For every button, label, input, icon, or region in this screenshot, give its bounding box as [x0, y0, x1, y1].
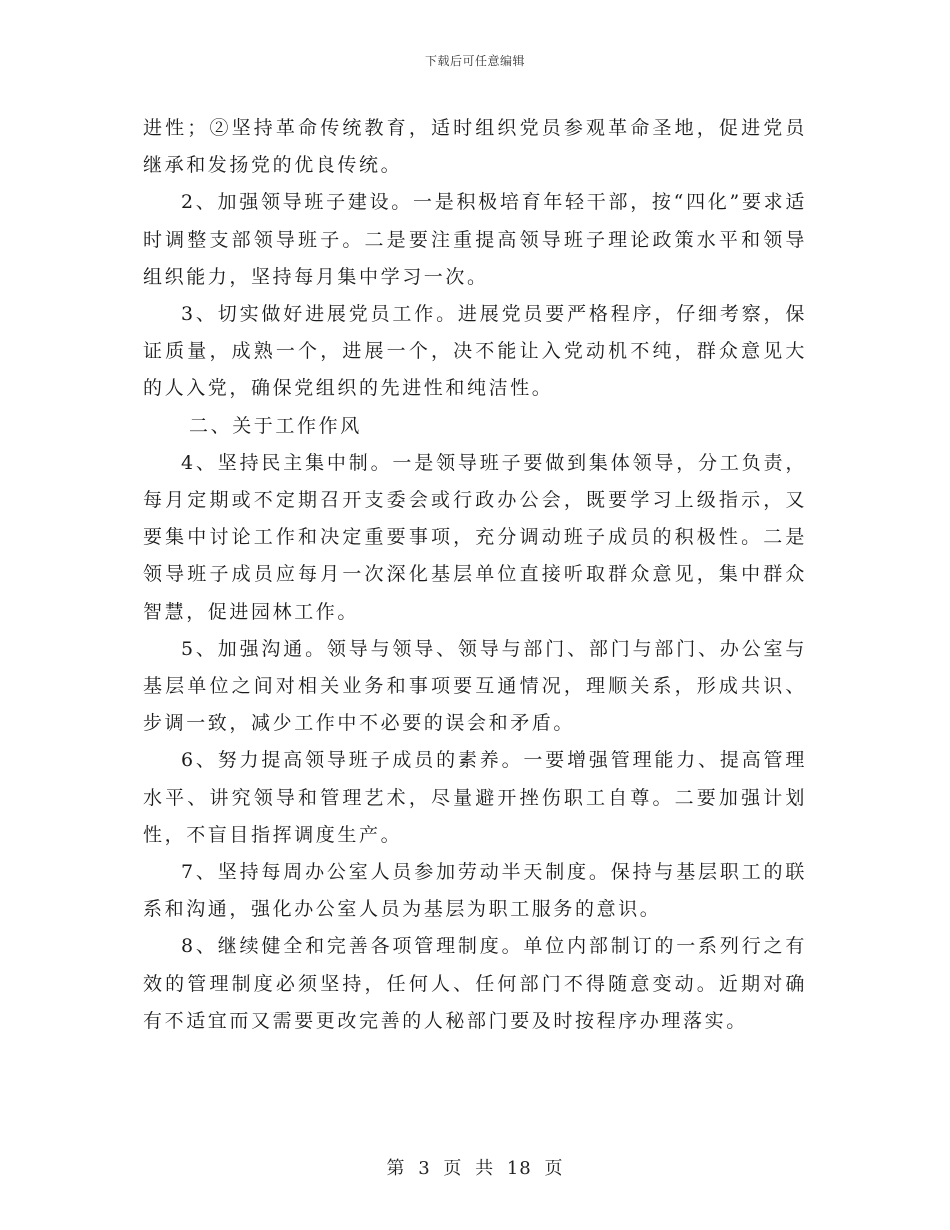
paragraph-item-4: 4、坚持民主集中制。一是领导班子要做到集体领导，分工负责，每月定期或不定期召开支委会或行政办公会，既要学习上级指示，又要集中讨论工作和决定重要事项，充分调动班子成员的积极性。二是领导班子成员应每月一次深化基层单位直接听取群众意见，集中群众智慧，促进园林工作。 — [143, 451, 807, 623]
paragraph-item-3: 3、切实做好进展党员工作。进展党员要严格程序，仔细考察，保证质量，成熟一个，进展一个，决不能让入党动机不纯，群众意见大的人入党，确保党组织的先进性和纯洁性。 — [143, 303, 807, 400]
section-heading: 二、关于工作作风 — [189, 414, 362, 437]
paragraph-item-5: 5、加强沟通。领导与领导、领导与部门、部门与部门、办公室与基层单位之间对相关业务和事项要互通情况，理顺关系，形成共识、步调一致，减少工作中不必要的误会和矛盾。 — [143, 637, 807, 735]
page-number-footer: 第 3 页 共 18 页 — [386, 1158, 564, 1179]
paragraph-item-7: 7、坚持每周办公室人员参加劳动半天制度。保持与基层职工的联系和沟通，强化办公室人员为基层为职工服务的意识。 — [143, 861, 807, 921]
paragraph-item-2: 2、加强领导班子建设。一是积极培育年轻干部，按“四化”要求适时调整支部领导班子。二是要注重提高领导班子理论政策水平和领导组织能力，坚持每月集中学习一次。 — [143, 191, 807, 288]
paragraph-continuation: 进性；②坚持革命传统教育，适时组织党员参观革命圣地，促进党员继承和发扬党的优良传统。 — [143, 117, 807, 177]
page-header: 下载后可任意编辑 — [424, 54, 525, 68]
paragraph-item-6: 6、努力提高领导班子成员的素养。一要增强管理能力、提高管理水平、讲究领导和管理艺术，尽量避开挫伤职工自尊。二要加强计划性，不盲目指挥调度生产。 — [143, 749, 807, 846]
paragraph-item-8: 8、继续健全和完善各项管理制度。单位内部制订的一系列行之有效的管理制度必须坚持，任何人、任何部门不得随意变动。近期对确有不适宜而又需要更改完善的人秘部门要及时按程序办理落实。 — [143, 935, 807, 1032]
document-body — [143, 110, 807, 1040]
